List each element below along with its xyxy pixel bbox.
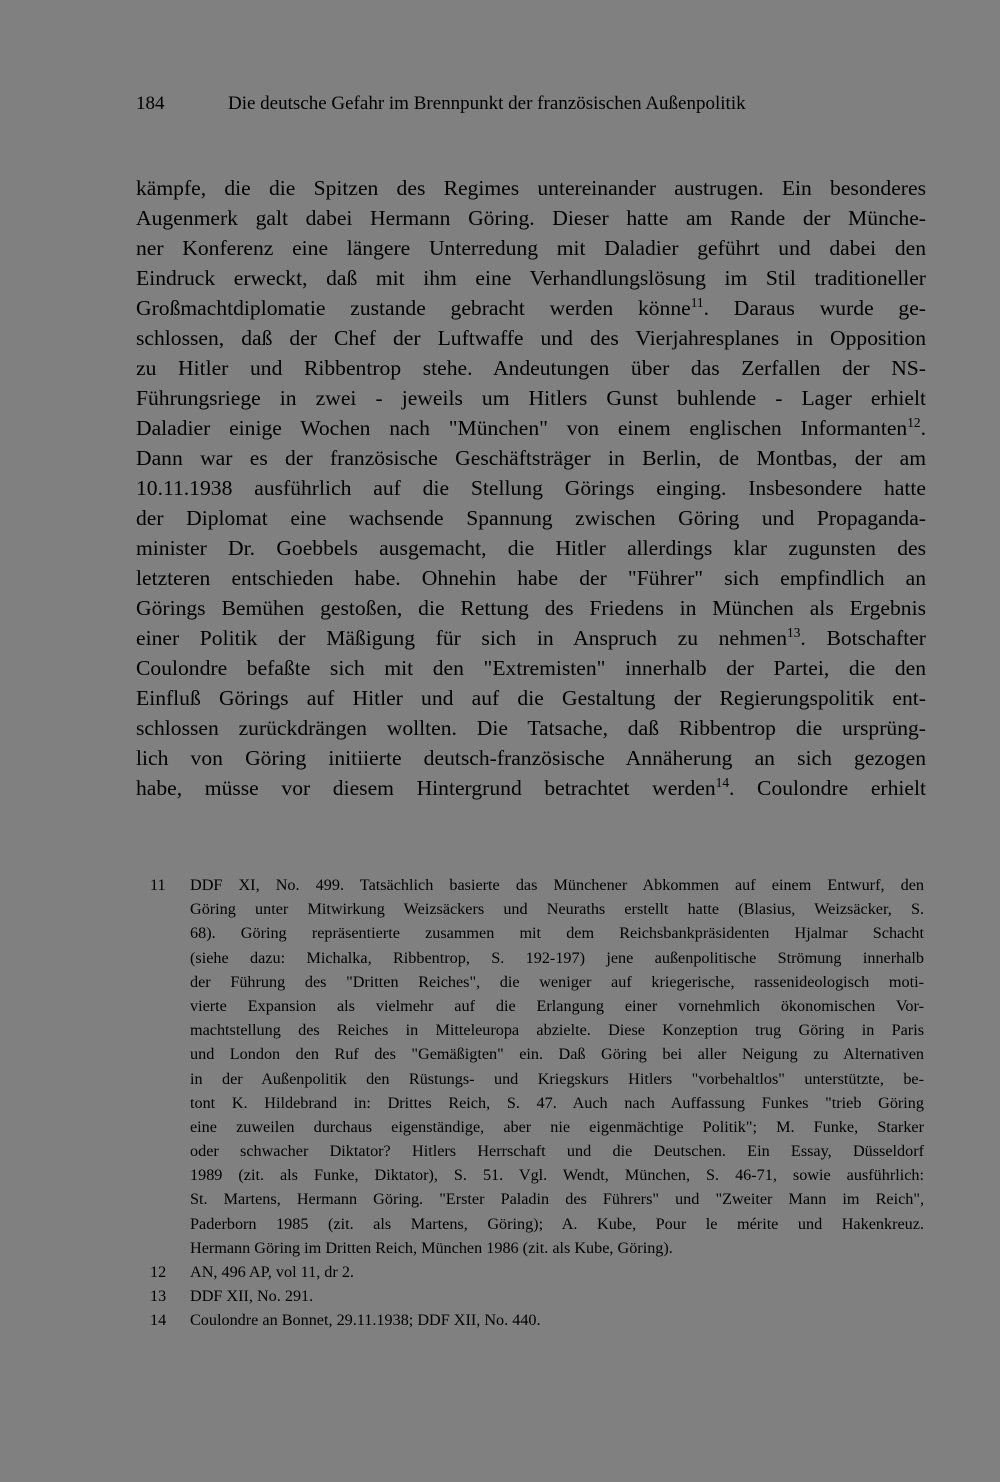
footnote-line: Paderborn 1985 (zit. als Martens, Göring); A. Kube, Pour le mérite und Hakenkreuz. bbox=[190, 1214, 924, 1233]
footnote bbox=[150, 873, 926, 1260]
body-line bbox=[136, 773, 926, 803]
body-line bbox=[136, 293, 926, 323]
body-line-text: 10.11.1938 ausführlich auf die Stellung Görings einging. Insbesondere hatte bbox=[136, 476, 926, 500]
body-line-text: schlossen zurückdrängen wollten. Die Tatsache, daß Ribbentrop die ursprüng- bbox=[136, 716, 926, 740]
body-line bbox=[136, 533, 926, 563]
body-line bbox=[136, 683, 926, 713]
footnote-line: der Führung des "Dritten Reiches", die weniger auf kriegerische, rassenideologisch moti- bbox=[190, 972, 924, 991]
body-line bbox=[136, 503, 926, 533]
running-head bbox=[136, 92, 926, 116]
body-text bbox=[136, 173, 926, 803]
body-line-text: . Botschafter bbox=[800, 626, 926, 650]
body-line bbox=[136, 413, 926, 443]
body-line-text: Dann war es der französische Geschäftsträger in Berlin, de Montbas, der am bbox=[136, 446, 926, 470]
footnote-line: St. Martens, Hermann Göring. "Erster Paladin des Führers" und "Zweiter Mann im Reich", bbox=[190, 1190, 924, 1209]
body-line-text: der Diplomat eine wachsende Spannung zwischen Göring und Propaganda- bbox=[136, 506, 926, 530]
body-line bbox=[136, 623, 926, 653]
footnote-line: machtstellung des Reiches in Mitteleuropa abzielte. Diese Konzeption trug Göring in Paris bbox=[190, 1021, 924, 1040]
footnote bbox=[150, 1260, 926, 1284]
body-line-text: . Daraus wurde ge- bbox=[703, 296, 926, 320]
body-line-text: Eindruck erweckt, daß mit ihm eine Verhandlungslösung im Stil traditioneller bbox=[136, 266, 926, 290]
body-line bbox=[136, 563, 926, 593]
footnote-number: 11 bbox=[150, 876, 166, 894]
footnote-reference[interactable]: 14 bbox=[715, 774, 730, 790]
body-line bbox=[136, 173, 926, 203]
body-line-text: letzteren entschieden habe. Ohnehin habe der "Führer" sich empfindlich an bbox=[136, 566, 926, 590]
body-line bbox=[136, 713, 926, 743]
body-line-text: Einfluß Görings auf Hitler und auf die Gestaltung der Regierungspolitik ent- bbox=[136, 686, 926, 710]
running-title: Die deutsche Gefahr im Brennpunkt der französischen Außenpolitik bbox=[228, 93, 746, 114]
footnote-line: oder schwacher Diktator? Hitlers Herrschaft und die Deutschen. Ein Essay, Düsseldorf bbox=[190, 1142, 924, 1161]
body-line-text: schlossen, daß der Chef der Luftwaffe und des Vierjahresplanes in Opposition bbox=[136, 326, 926, 350]
footnote-reference[interactable]: 12 bbox=[907, 414, 921, 430]
body-line bbox=[136, 593, 926, 623]
body-line bbox=[136, 743, 926, 773]
footnote-line: 1989 (zit. als Funke, Diktator), S. 51. Vgl. Wendt, München, S. 46-71, sowie ausführlich: bbox=[190, 1166, 924, 1185]
body-line-text: habe, müsse vor diesem Hintergrund betrachtet werden bbox=[136, 776, 716, 800]
body-line bbox=[136, 203, 926, 233]
body-line-text: lich von Göring initiierte deutsch-französische Annäherung an sich gezogen bbox=[136, 746, 926, 770]
footnote-line: (siehe dazu: Michalka, Ribbentrop, S. 192-197) jene außenpolitische Strömung innerhalb bbox=[190, 948, 924, 967]
body-line-text: Daladier einige Wochen nach "München" von einem englischen Informanten bbox=[136, 416, 908, 440]
footnote-line: tont K. Hildebrand in: Drittes Reich, S. 47. Auch nach Auffassung Funkes "trieb Göring bbox=[190, 1093, 924, 1112]
footnote-line: DDF XI, No. 499. Tatsächlich basierte das Münchener Abkommen auf einem Entwurf, den bbox=[190, 876, 924, 894]
footnote-line: Hermann Göring im Dritten Reich, München 1986 (zit. als Kube, Göring). bbox=[190, 1238, 673, 1257]
footnote-reference[interactable]: 13 bbox=[787, 624, 801, 640]
footnote-reference[interactable]: 11 bbox=[690, 294, 704, 310]
footnote-line: AN, 496 AP, vol 11, dr 2. bbox=[190, 1263, 354, 1281]
page-number: 184 bbox=[136, 93, 165, 114]
footnote-line: 68). Göring repräsentierte zusammen mit dem Reichsbankpräsidenten Hjalmar Schacht bbox=[190, 924, 924, 943]
body-line-text: Großmachtdiplomatie zustande gebracht werden könne bbox=[136, 296, 691, 320]
body-line bbox=[136, 383, 926, 413]
footnote-line: Göring unter Mitwirkung Weizsäckers und Neuraths erstellt hatte (Blasius, Weizsäcker, S. bbox=[190, 900, 924, 919]
footnote-line: Coulondre an Bonnet, 29.11.1938; DDF XII, No. 440. bbox=[190, 1311, 541, 1330]
body-line-text: einer Politik der Mäßigung für sich in Anspruch zu nehmen bbox=[136, 626, 788, 650]
body-line-text: Görings Bemühen gestoßen, die Rettung des Friedens in München als Ergebnis bbox=[136, 596, 926, 620]
footnote-line: DDF XII, No. 291. bbox=[190, 1287, 314, 1306]
footnote bbox=[150, 1284, 926, 1308]
footnotes bbox=[150, 873, 926, 1333]
body-line-text: kämpfe, die die Spitzen des Regimes untereinander austrugen. Ein besonderes bbox=[136, 176, 926, 200]
body-line bbox=[136, 443, 926, 473]
body-line bbox=[136, 233, 926, 263]
body-line bbox=[136, 353, 926, 383]
body-line-text: . Coulondre erhielt bbox=[729, 776, 926, 800]
footnote bbox=[150, 1308, 926, 1332]
footnote-line: vierte Expansion als vielmehr auf die Erlangung einer vornehmlich ökonomischen Vor- bbox=[190, 996, 924, 1015]
body-line-text: minister Dr. Goebbels ausgemacht, die Hitler allerdings klar zugunsten des bbox=[136, 536, 926, 560]
body-line-text: Führungsriege in zwei - jeweils um Hitlers Gunst buhlende - Lager erhielt bbox=[136, 386, 926, 410]
body-line bbox=[136, 653, 926, 683]
footnote-number: 14 bbox=[150, 1311, 167, 1330]
body-line-text: zu Hitler und Ribbentrop stehe. Andeutungen über das Zerfallen der NS- bbox=[136, 356, 926, 380]
footnote-line: und London den Ruf des "Gemäßigten" ein. Daß Göring bei aller Neigung zu Alternativen bbox=[190, 1045, 924, 1064]
body-line-text: Augenmerk galt dabei Hermann Göring. Dieser hatte am Rande der Münche- bbox=[136, 206, 926, 230]
body-line-text: . bbox=[920, 416, 926, 440]
body-line bbox=[136, 263, 926, 293]
body-line bbox=[136, 323, 926, 353]
footnote-line: in der Außenpolitik den Rüstungs- und Kriegskurs Hitlers "vorbehaltlos" unterstützte, be- bbox=[190, 1069, 924, 1088]
footnote-number: 12 bbox=[150, 1263, 167, 1281]
body-line-text: ner Konferenz eine längere Unterredung mit Daladier geführt und dabei den bbox=[136, 236, 926, 260]
body-line-text: Coulondre befaßte sich mit den "Extremisten" innerhalb der Partei, die den bbox=[136, 656, 926, 680]
body-line bbox=[136, 473, 926, 503]
footnote-line: eine zuweilen durchaus eigenständige, aber nie eigenmächtige Politik"; M. Funke, Starker bbox=[190, 1117, 924, 1136]
footnote-number: 13 bbox=[150, 1287, 167, 1306]
